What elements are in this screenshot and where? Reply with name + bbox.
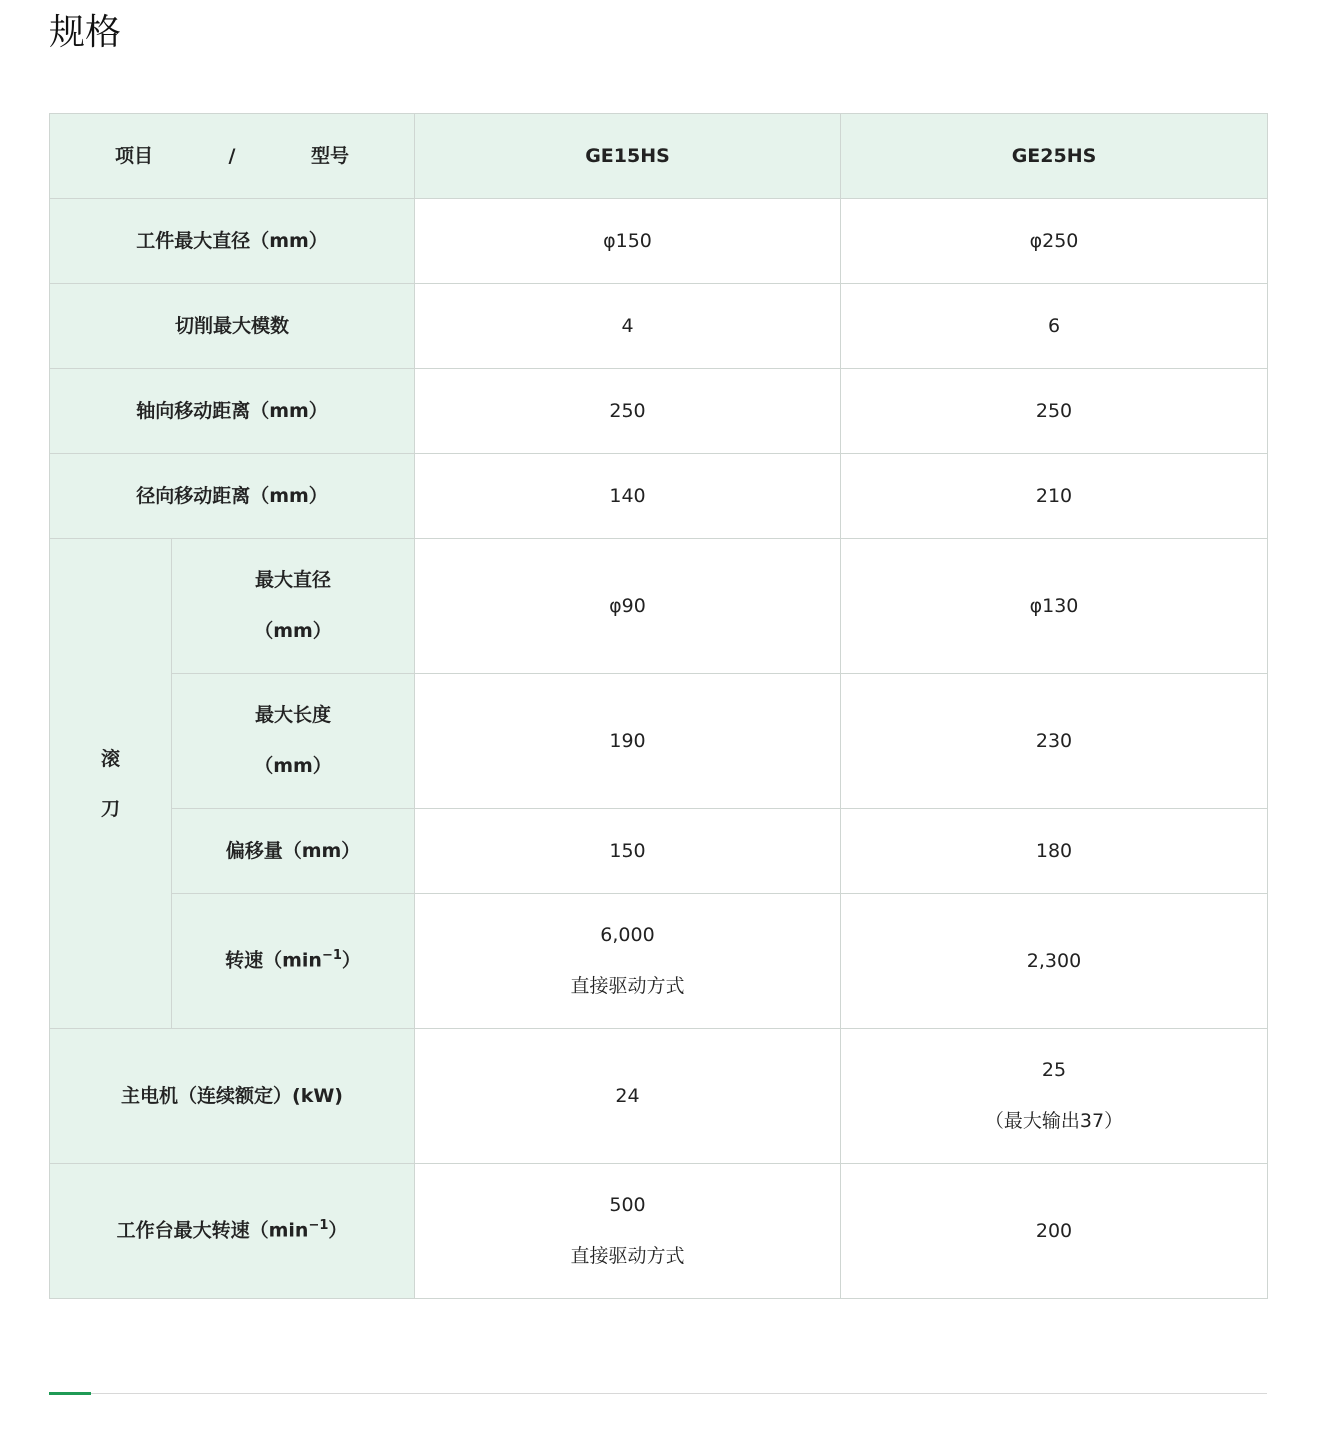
row-label: 最大直径 （mm） xyxy=(172,539,415,674)
row-label: 最大长度 （mm） xyxy=(172,674,415,809)
value-ge15hs: φ150 xyxy=(415,199,841,284)
value-ge15hs: 250 xyxy=(415,369,841,454)
header-model-label: 型号 xyxy=(310,144,349,167)
value-ge25hs: φ250 xyxy=(841,199,1268,284)
page-title: 规格 xyxy=(49,12,122,53)
spec-table xyxy=(49,113,1268,1299)
table-row xyxy=(50,199,1268,284)
value-ge15hs: 190 xyxy=(415,674,841,809)
header-row xyxy=(50,114,1268,199)
table-row xyxy=(50,284,1268,369)
value-ge15hs: φ90 xyxy=(415,539,841,674)
row-label: 切削最大模数 xyxy=(50,284,415,369)
table-row xyxy=(50,369,1268,454)
value-ge25hs: 210 xyxy=(841,454,1268,539)
value-ge15hs: 140 xyxy=(415,454,841,539)
header-item-label: 项目 xyxy=(115,144,154,167)
row-label: 主电机（连续额定）(kW) xyxy=(50,1029,415,1164)
table-row xyxy=(50,454,1268,539)
header-item-model-cell xyxy=(50,114,415,199)
value-ge25hs: 25 （最大输出37） xyxy=(841,1029,1268,1164)
value-ge15hs: 6,000 直接驱动方式 xyxy=(415,894,841,1029)
value-ge25hs: 250 xyxy=(841,369,1268,454)
row-label: 轴向移动距离（mm） xyxy=(50,369,415,454)
row-label: 工件最大直径（mm） xyxy=(50,199,415,284)
row-label: 工作台最大转速$(\min^{-1})$ xyxy=(50,1164,415,1299)
footer-accent-bar xyxy=(49,1392,91,1395)
hob-group-label: 滚 刀 xyxy=(50,539,172,1029)
value-ge25hs: 200 xyxy=(841,1164,1268,1299)
value-ge25hs: φ130 xyxy=(841,539,1268,674)
value-ge25hs: 180 xyxy=(841,809,1268,894)
value-ge15hs: 150 xyxy=(415,809,841,894)
value-ge15hs: 24 xyxy=(415,1029,841,1164)
table-row xyxy=(50,809,1268,894)
header-slash: / xyxy=(228,144,236,167)
value-ge25hs: 230 xyxy=(841,674,1268,809)
table-row xyxy=(50,1164,1268,1299)
table-row xyxy=(50,1029,1268,1164)
header-model-ge25hs: GE25HS xyxy=(841,114,1268,199)
row-label: 偏移量（mm） xyxy=(172,809,415,894)
value-ge25hs: 6 xyxy=(841,284,1268,369)
table-row xyxy=(50,674,1268,809)
table-row xyxy=(50,894,1268,1029)
value-ge15hs: 4 xyxy=(415,284,841,369)
header-model-ge15hs: GE15HS xyxy=(415,114,841,199)
footer-divider xyxy=(49,1393,1267,1394)
row-label: 转速$(\min^{-1})$ xyxy=(172,894,415,1029)
table-row xyxy=(50,539,1268,674)
row-label: 径向移动距离（mm） xyxy=(50,454,415,539)
value-ge15hs: 500 直接驱动方式 xyxy=(415,1164,841,1299)
value-ge25hs: 2,300 xyxy=(841,894,1268,1029)
